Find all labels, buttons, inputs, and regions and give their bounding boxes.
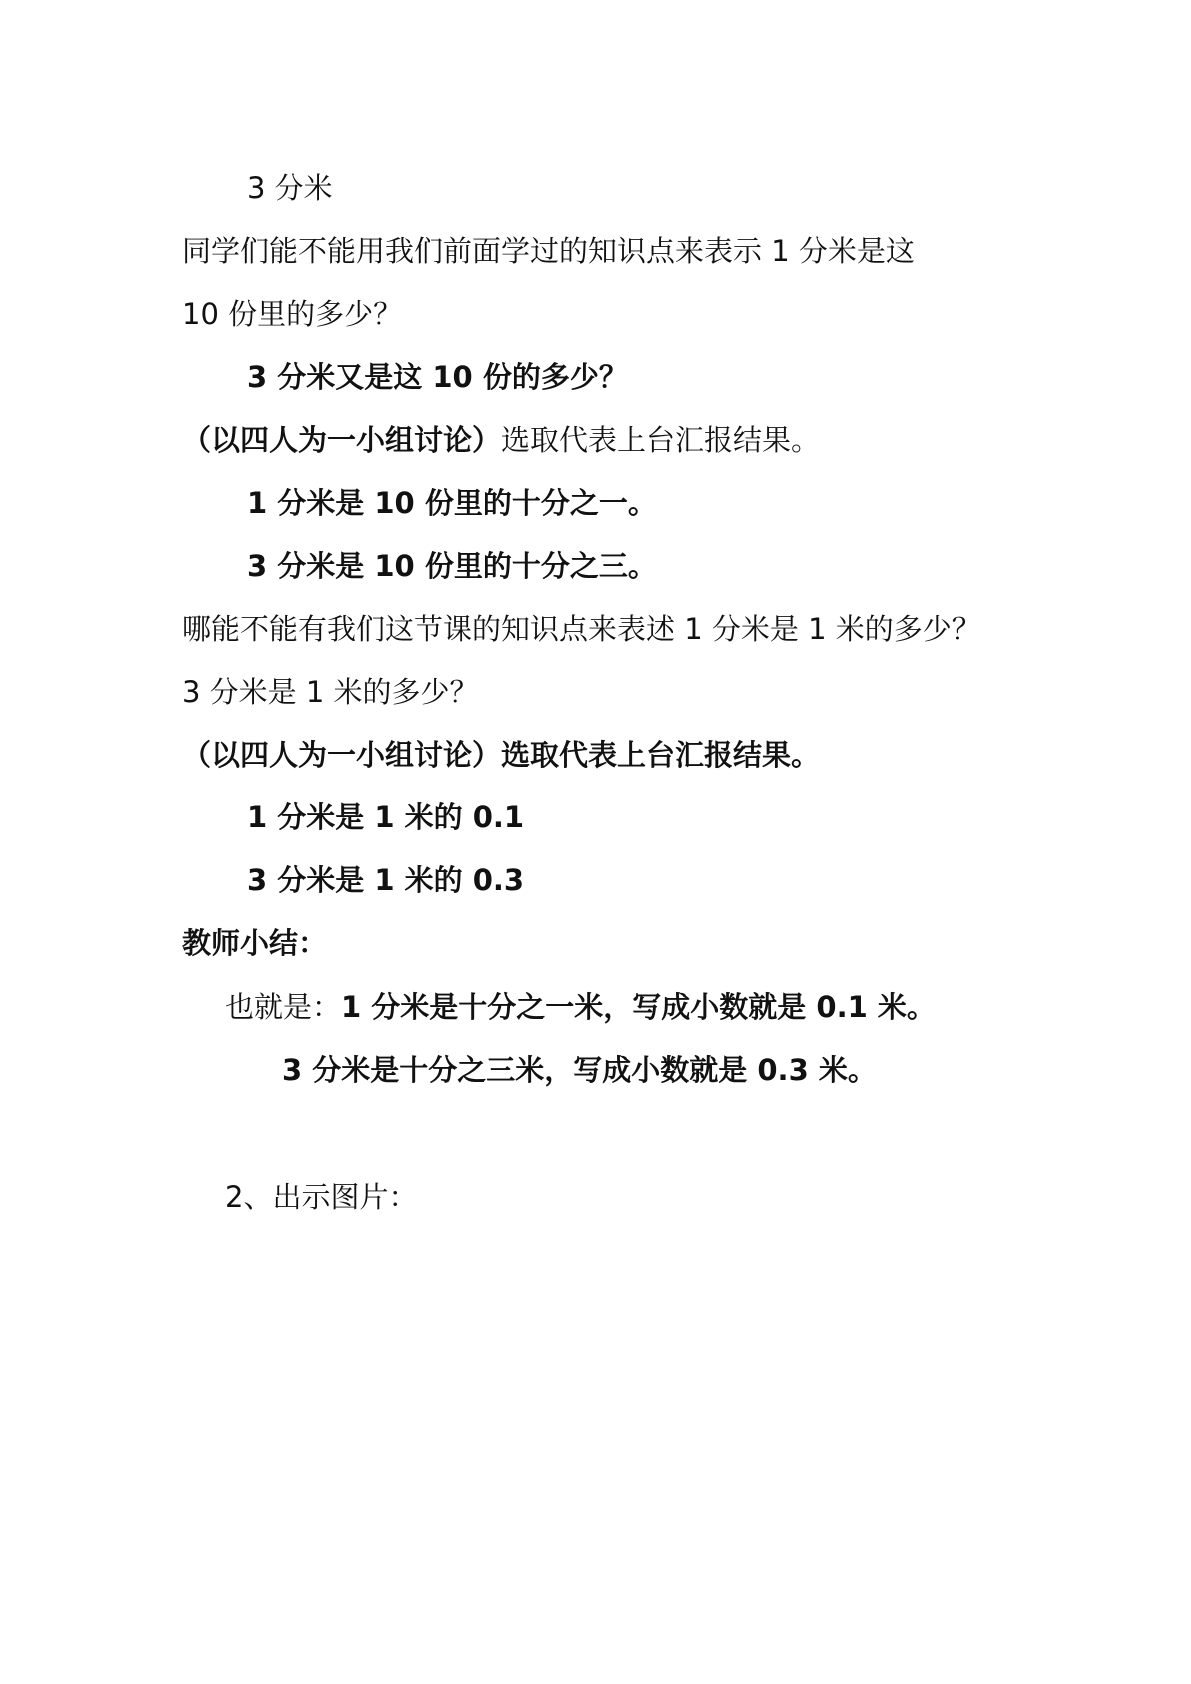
- answer-line: 1 分米是 10 份里的十分之一。: [247, 486, 657, 520]
- discussion-bold-part: （以四人为一小组讨论）: [182, 423, 502, 457]
- text-line: 哪能不能有我们这节课的知识点来表述 1 分米是 1 米的多少？: [182, 612, 981, 646]
- section-heading: 2、出示图片：: [225, 1180, 418, 1214]
- text-line: 3 分米是 1 米的多少？: [182, 675, 479, 709]
- text-line: 同学们能不能用我们前面学过的知识点来表示 1 分米是这: [182, 234, 915, 268]
- summary-lead: 也就是：: [225, 990, 342, 1024]
- summary-line: [225, 987, 936, 1027]
- question-line: 3 分米又是这 10 份的多少？: [247, 360, 628, 394]
- answer-line: 3 分米是 10 份里的十分之三。: [247, 549, 657, 583]
- summary-line: 3 分米是十分之三米，写成小数就是 0.3 米。: [282, 1053, 877, 1087]
- text-line: 3 分米: [247, 171, 333, 205]
- text-line: 10 份里的多少？: [182, 297, 403, 331]
- answer-line: 3 分米是 1 米的 0.3: [247, 863, 525, 897]
- summary-heading: 教师小结：: [182, 926, 328, 960]
- discussion-line: [182, 420, 820, 460]
- summary-bold-part: 1 分米是十分之一米，写成小数就是 0.1 米。: [341, 990, 936, 1024]
- answer-line: 1 分米是 1 米的 0.1: [247, 800, 525, 834]
- discussion-line: （以四人为一小组讨论）选取代表上台汇报结果。: [182, 738, 821, 772]
- discussion-normal-part: 选取代表上台汇报结果。: [501, 423, 821, 457]
